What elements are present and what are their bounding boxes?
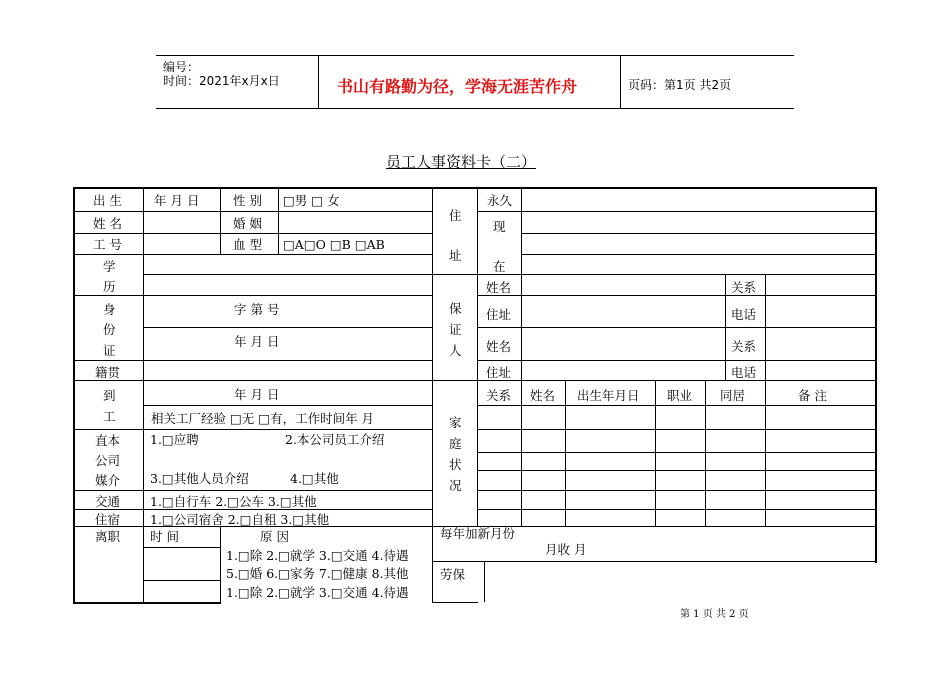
family-job-header: 职业 — [667, 388, 693, 403]
family-status-label-4: 况 — [449, 478, 462, 493]
annual-raise-label: 每年加新月份 — [440, 526, 516, 541]
monthly-income-field[interactable]: 月收 月 — [545, 542, 587, 557]
permanent-address-label: 永久 — [487, 193, 513, 208]
guarantor2-phone-label: 电话 — [731, 365, 757, 380]
document-number-label: 编号： — [163, 60, 200, 74]
guarantor-relation-label: 关系 — [731, 280, 757, 295]
document-time-label: 时间：2021年x月x日 — [163, 74, 280, 88]
resignation-reason-options-3[interactable]: 1.□除 2.□就学 3.□交通 4.待遇 — [226, 585, 409, 600]
marriage-label: 婚 姻 — [233, 216, 262, 231]
guarantor-name-label: 姓名 — [486, 280, 512, 295]
guarantor-phone-label: 电话 — [731, 307, 757, 322]
education-label-2: 历 — [103, 279, 116, 294]
family-status-label-2: 庭 — [449, 436, 462, 451]
resignation-reason-options-2[interactable]: 5.□婚 6.□家务 7.□健康 8.其他 — [226, 566, 409, 581]
id-card-label-3: 证 — [103, 343, 116, 358]
family-status-label: 家 — [449, 415, 462, 430]
media-option-other[interactable]: 4.□其他 — [290, 471, 339, 486]
report-date-field[interactable]: 年 月 日 — [234, 387, 280, 402]
guarantor2-address-label: 住址 — [486, 365, 512, 380]
birth-date-field[interactable]: 年 月 日 — [154, 193, 200, 208]
lodging-options[interactable]: 1.□公司宿舍 2.□自租 3.□其他 — [150, 512, 330, 527]
labor-insurance-label: 劳保 — [440, 567, 466, 582]
blood-type-options[interactable]: □A□O □B □AB — [283, 237, 385, 252]
blood-type-label: 血 型 — [233, 237, 262, 252]
media-option-referral[interactable]: 2.本公司员工介绍 — [285, 432, 385, 447]
family-remark-header: 备 注 — [798, 388, 827, 403]
family-cohabit-header: 同居 — [720, 388, 746, 403]
form-title: 员工人事资料卡（二） — [386, 153, 537, 171]
guarantor-label-3: 人 — [449, 343, 462, 358]
gender-label: 性 别 — [233, 193, 262, 208]
report-date-label-2: 工 — [103, 409, 116, 424]
education-label: 学 — [103, 259, 116, 274]
native-place-label: 籍贯 — [95, 365, 121, 380]
transport-options[interactable]: 1.□自行车 2.□公车 3.□其他 — [150, 494, 317, 509]
transport-label: 交通 — [95, 494, 121, 509]
resignation-reason-header: 原 因 — [260, 529, 289, 544]
hiring-media-label-3: 媒介 — [95, 473, 121, 488]
id-card-label-2: 份 — [103, 322, 116, 337]
media-option-apply[interactable]: 1.□应聘 — [150, 432, 199, 447]
family-status-label-3: 状 — [449, 457, 462, 472]
footer-page-number: 第 1 页 共 2 页 — [680, 609, 749, 620]
family-name-header: 姓名 — [530, 388, 556, 403]
address-label-2: 址 — [449, 248, 462, 263]
media-option-other-person[interactable]: 3.□其他人员介绍 — [150, 471, 249, 486]
resignation-reason-options-1[interactable]: 1.□除 2.□就学 3.□交通 4.待遇 — [226, 548, 409, 563]
guarantor-address-label: 住址 — [486, 307, 512, 322]
hiring-media-label-2: 公司 — [95, 453, 121, 468]
id-date-field[interactable]: 年 月 日 — [234, 334, 280, 349]
resignation-label: 离职 — [95, 529, 121, 544]
resignation-time-header: 时 间 — [150, 529, 179, 544]
guarantor2-relation-label: 关系 — [731, 339, 757, 354]
address-label: 住 — [449, 208, 462, 223]
guarantor-label-2: 证 — [449, 322, 462, 337]
gender-options[interactable]: □男 □ 女 — [283, 193, 340, 208]
birth-label: 出 生 — [93, 193, 122, 208]
current-address-label-2: 在 — [493, 259, 506, 274]
factory-experience-field[interactable]: 相关工厂经验 □无 □有，工作时间年 月 — [151, 411, 375, 426]
id-card-label: 身 — [103, 302, 116, 317]
report-date-label: 到 — [103, 388, 116, 403]
guarantor2-name-label: 姓名 — [486, 339, 512, 354]
id-number-field[interactable]: 字 第 号 — [234, 302, 280, 317]
page-counter: 页码：第1页 共2页 — [628, 78, 732, 92]
guarantor-label: 保 — [449, 301, 462, 316]
employee-number-label: 工 号 — [93, 237, 122, 252]
motto: 书山有路勤为径，学海无涯苦作舟 — [337, 77, 578, 96]
family-relation-header: 关系 — [486, 388, 512, 403]
hiring-media-label: 直本 — [95, 433, 121, 448]
family-birth-header: 出生年月日 — [577, 388, 640, 403]
current-address-label: 现 — [493, 219, 506, 234]
name-label: 姓 名 — [93, 216, 122, 231]
lodging-label: 住宿 — [95, 512, 121, 527]
